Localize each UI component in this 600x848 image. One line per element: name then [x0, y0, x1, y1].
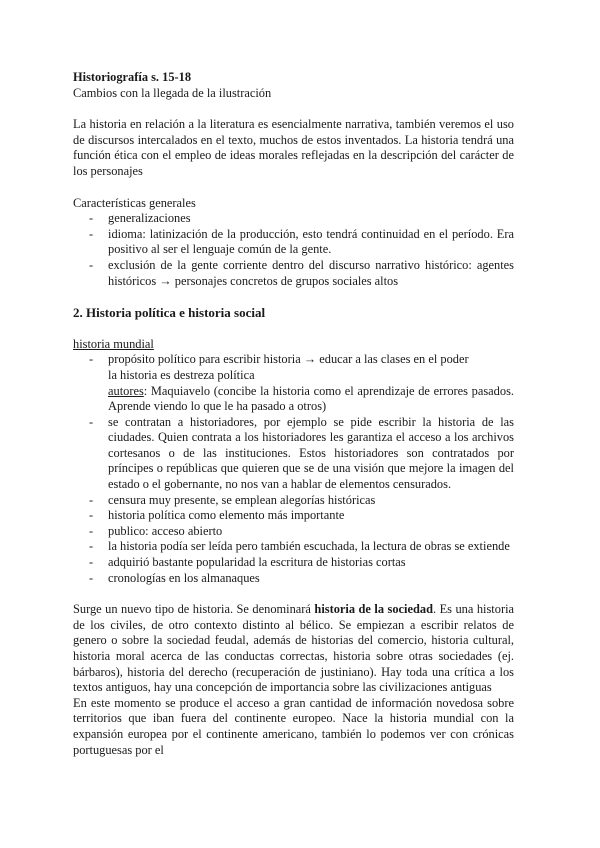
sociedad-paragraph	[73, 602, 514, 696]
section-title: 2. Historia política e historia social	[73, 305, 266, 321]
intro-paragraph: La historia en relación a la literatura es esencialmente narrativa, también veremos el uso de discursos intercalados en el texto, muchos de estos inventados. La historia tendrá una función ética con el empleo de ideas morales reflejadas en la descripción del carácter de los personajes	[73, 117, 514, 178]
autores-label: autores	[108, 383, 144, 398]
list-item: - se contratan a historiadores, por ejemplo se pide escribir la historia de las ciudades. Quien contrata a los historiadores les garantiza el acceso a los archivos cortesanos o de las instituciones. Estos historiadores son contratados por príncipes o repúblicas que quieren que se de una visión que mejore la imagen del estado o el gobernante, no nos van a hablar de elementos censurados.	[73, 415, 514, 493]
list-item: - publico: acceso abierto	[73, 524, 514, 540]
historia-mundial-list-cont	[73, 415, 514, 587]
list-item: - historia política como elemento más importante	[73, 508, 514, 524]
list-item-text: - propósito político para escribir historia → educar a las clases en el poder	[108, 352, 469, 367]
list-item: - la historia podía ser leída pero también escuchada, la lectura de obras se extiende	[73, 539, 514, 555]
autores-line	[73, 384, 514, 415]
document-body	[73, 70, 514, 758]
list-item: - exclusión de la gente corriente dentro del discurso narrativo histórico: agentes históricos → personajes concretos de grupos sociales altos	[73, 258, 514, 289]
list-item: - censura muy presente, se emplean alegorías históricas	[73, 493, 514, 509]
list-item: - generalizaciones	[73, 211, 514, 227]
historia-mundial-list	[73, 352, 514, 368]
caracteristicas-list	[73, 211, 514, 289]
mundial-paragraph: En este momento se produce el acceso a gran cantidad de información novedosa sobre territorios que iban fuera del continente europeo. Nace la historia mundial con la expansión europea por el continente americano, también lo podemos ver con crónicas portuguesas por el	[73, 695, 514, 757]
historia-mundial-heading: historia mundial	[73, 336, 154, 351]
list-item: - adquirió bastante popularidad la escritura de historias cortas	[73, 555, 514, 571]
list-item	[73, 352, 514, 368]
sociedad-post: . Es una historia de los civiles, de otro contexto distinto al bélico. Se empiezan a escribir relatos de genero o sobre la sociedad feudal, además de historias del comercio, historia cultural, historia moral acerca de las conductas correctas, historia sobre otras sociedades (ej. bárbaros), historia del derecho (recuperación de justiniano). Hay toda una crítica a los textos antiguos, hay una concepción de importancia sobre las civilizaciones antiguas	[73, 602, 515, 695]
sociedad-bold: historia de la sociedad	[314, 602, 433, 617]
caracteristicas-heading: Características generales	[73, 195, 196, 210]
list-item: - idioma: latinización de la producción, esto tendrá continuidad en el período. Era positivo al ser el lenguaje común de la gente.	[73, 227, 514, 258]
document-title: Historiografía s. 15-18	[73, 70, 192, 84]
list-item-continuation: la historia es destreza política	[108, 367, 255, 382]
list-item: - cronologías en los almanaques	[73, 571, 514, 587]
sociedad-pre: Surge un nuevo tipo de historia. Se denominará	[73, 602, 315, 617]
document-subtitle: Cambios con la llegada de la ilustración	[73, 85, 272, 100]
autores-text: : Maquiavelo (concibe la historia como el aprendizaje de errores pasados. Aprende viendo lo que le ha pasado a otros)	[108, 383, 514, 414]
